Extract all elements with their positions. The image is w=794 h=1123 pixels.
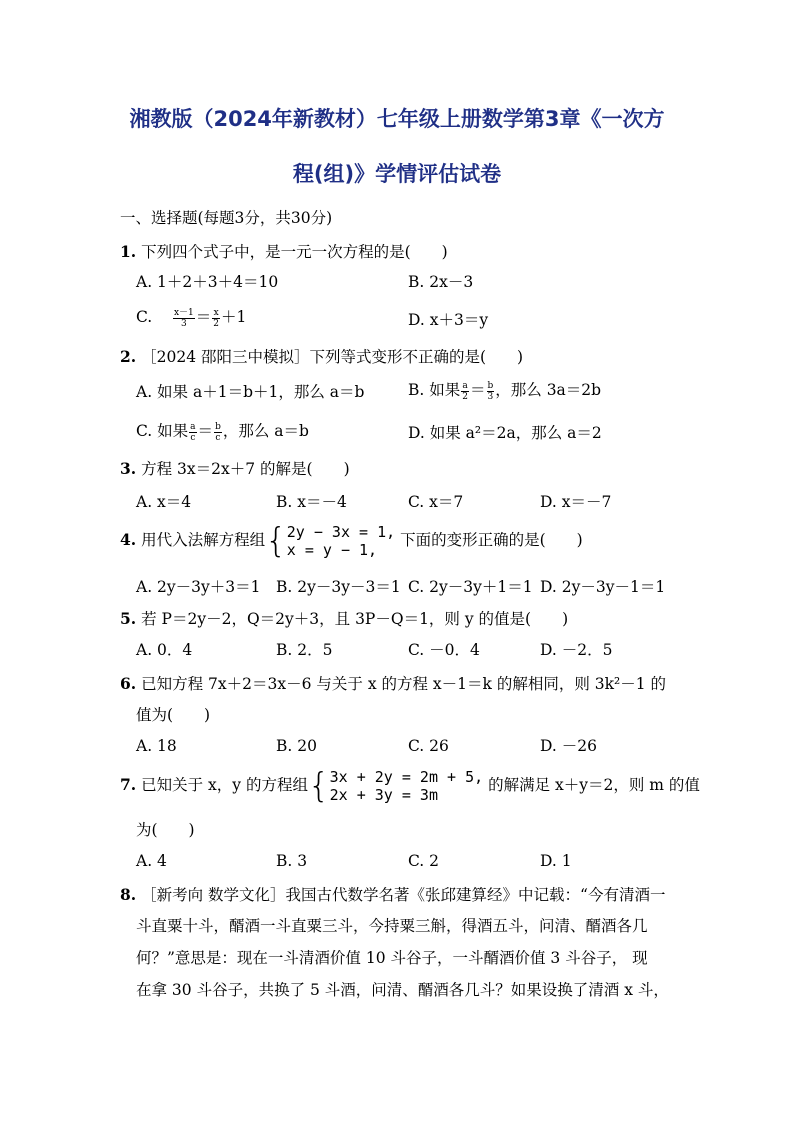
q1-option-a: A. 1＋2＋3＋4＝10 [136,273,279,291]
question-1 [120,242,448,262]
question-8-line-4: 在拿 30 斗谷子，共换了 5 斗酒，问清、醑酒各几斗？如果设换了清酒 x 斗， [136,981,669,999]
q4-option-b: B. 2y－3y－3＝1 [276,578,401,596]
question-number: 2. [120,347,137,366]
option-label: C. [136,308,153,326]
option-prefix: B. 如果 [408,381,461,399]
question-8-line-3: 何？”意思是：现在一斗清酒价值 10 斗谷子，一斗醑酒价值 3 斗谷子， 现 [136,949,648,967]
brace-icon: { [307,766,330,806]
q7-option-c: C. 2 [408,852,440,870]
q6-option-c: C. 26 [408,737,449,755]
question-number: 4. [120,530,137,549]
question-number: 3. [120,459,137,478]
equation-system [287,523,395,559]
question-stem: 若 P＝2y－2，Q＝2y＋3，且 3P－Q＝1，则 y 的值是( ) [141,610,569,628]
q6-option-a: A. 18 [136,737,177,755]
q1-option-c [136,307,246,329]
equals-sign: ＝ [469,381,486,399]
q7-option-a: A. 4 [136,852,167,870]
q5-option-c: C. －0．4 [408,641,480,659]
fraction: $\frac{b}{c}$ [215,421,221,443]
question-number: 7. [120,775,137,794]
question-4 [120,520,583,560]
question-stem: 已知方程 7x＋2＝3x－6 与关于 x 的方程 x－1＝k 的解相同，则 3k²－1 的 [141,675,667,693]
option-tail: ，那么 a＝b [222,422,309,440]
q7-option-d: D. 1 [540,852,572,870]
question-5 [120,609,568,629]
q4-option-c: C. 2y－3y＋1＝1 [408,578,533,596]
question-number: 8. [120,885,137,904]
option-tail: ，那么 3a＝2b [495,381,602,399]
equation-2: x = y − 1, [286,541,378,559]
q3-option-d: D. x＝－7 [540,493,612,511]
question-2 [120,347,523,367]
question-stem-suffix: 的解满足 x＋y＝2，则 m 的值 [488,776,700,794]
q5-option-d: D. －2．5 [540,641,613,659]
question-8-line-2: 斗直粟十斗，醑酒一斗直粟三斗，今持粟三斛，得酒五斗，问清、醑酒各几 [136,917,648,935]
equals-sign: ＝ [197,422,214,440]
q1-option-b: B. 2x－3 [408,273,474,291]
equation-1: 2y − 3x = 1, [286,523,396,541]
brace-icon: { [265,521,287,561]
fraction: $\frac{b}{3}$ [487,380,494,402]
question-number: 6. [120,674,137,693]
question-6-continued: 值为( ) [136,706,211,724]
question-stem: 下列四个式子中，是一元一次方程的是( ) [141,243,448,261]
question-stem: ［2024 邵阳三中模拟］下列等式变形不正确的是( ) [141,348,524,366]
question-number: 5. [120,609,137,628]
question-stem: 方程 3x＝2x＋7 的解是( ) [141,460,350,478]
question-6 [120,674,666,694]
fraction: $\frac{x-1}{3}$ [173,307,194,329]
question-3 [120,459,350,479]
section-heading: 一、选择题(每题3分，共30分) [120,209,333,227]
fraction: $\frac{a}{2}$ [462,380,468,402]
option-tail: ＋1 [221,308,247,326]
question-number: 1. [120,242,137,261]
question-7-continued: 为( ) [136,821,195,839]
equals-sign: ＝ [195,308,212,326]
q2-option-c [136,421,309,443]
fraction: $\frac{a}{c}$ [190,421,196,443]
question-stem-prefix: 已知关于 x，y 的方程组 [141,776,308,794]
question-stem: ［新考向 数学文化］我国古代数学名著《张邱建算经》中记载：“今有清酒一 [141,886,666,904]
question-7 [120,765,700,805]
q2-option-d: D. 如果 a²＝2a，那么 a＝2 [408,424,602,442]
q2-option-b [408,380,601,402]
q1-option-d: D. x＋3＝y [408,311,489,329]
q4-option-d: D. 2y－3y－1＝1 [540,578,666,596]
question-8 [120,885,665,905]
q3-option-a: A. x＝4 [136,493,192,511]
q6-option-b: B. 20 [276,737,317,755]
q3-option-b: B. x＝－4 [276,493,347,511]
fraction: $\frac{x}{2}$ [213,307,220,329]
q7-option-b: B. 3 [276,852,308,870]
equation-1: 3x + 2y = 2m + 5, [329,768,484,786]
q2-option-a: A. 如果 a＋1＝b＋1，那么 a＝b [136,383,365,401]
q4-option-a: A. 2y－3y＋3＝1 [136,578,261,596]
question-stem-suffix: 下面的变形正确的是( ) [400,531,583,549]
q5-option-b: B. 2．5 [276,641,333,659]
title-line-1: 湘教版（2024年新教材）七年级上册数学第3章《一次方 [129,107,665,131]
option-prefix: C. 如果 [136,422,189,440]
q3-option-c: C. x＝7 [408,493,464,511]
equation-2: 2x + 3y = 3m [329,786,438,804]
question-stem-prefix: 用代入法解方程组 [141,531,266,549]
equation-system [330,768,484,804]
title-line-2: 程(组)》学情评估试卷 [292,162,502,186]
q5-option-a: A. 0．4 [136,641,193,659]
q6-option-d: D. －26 [540,737,597,755]
